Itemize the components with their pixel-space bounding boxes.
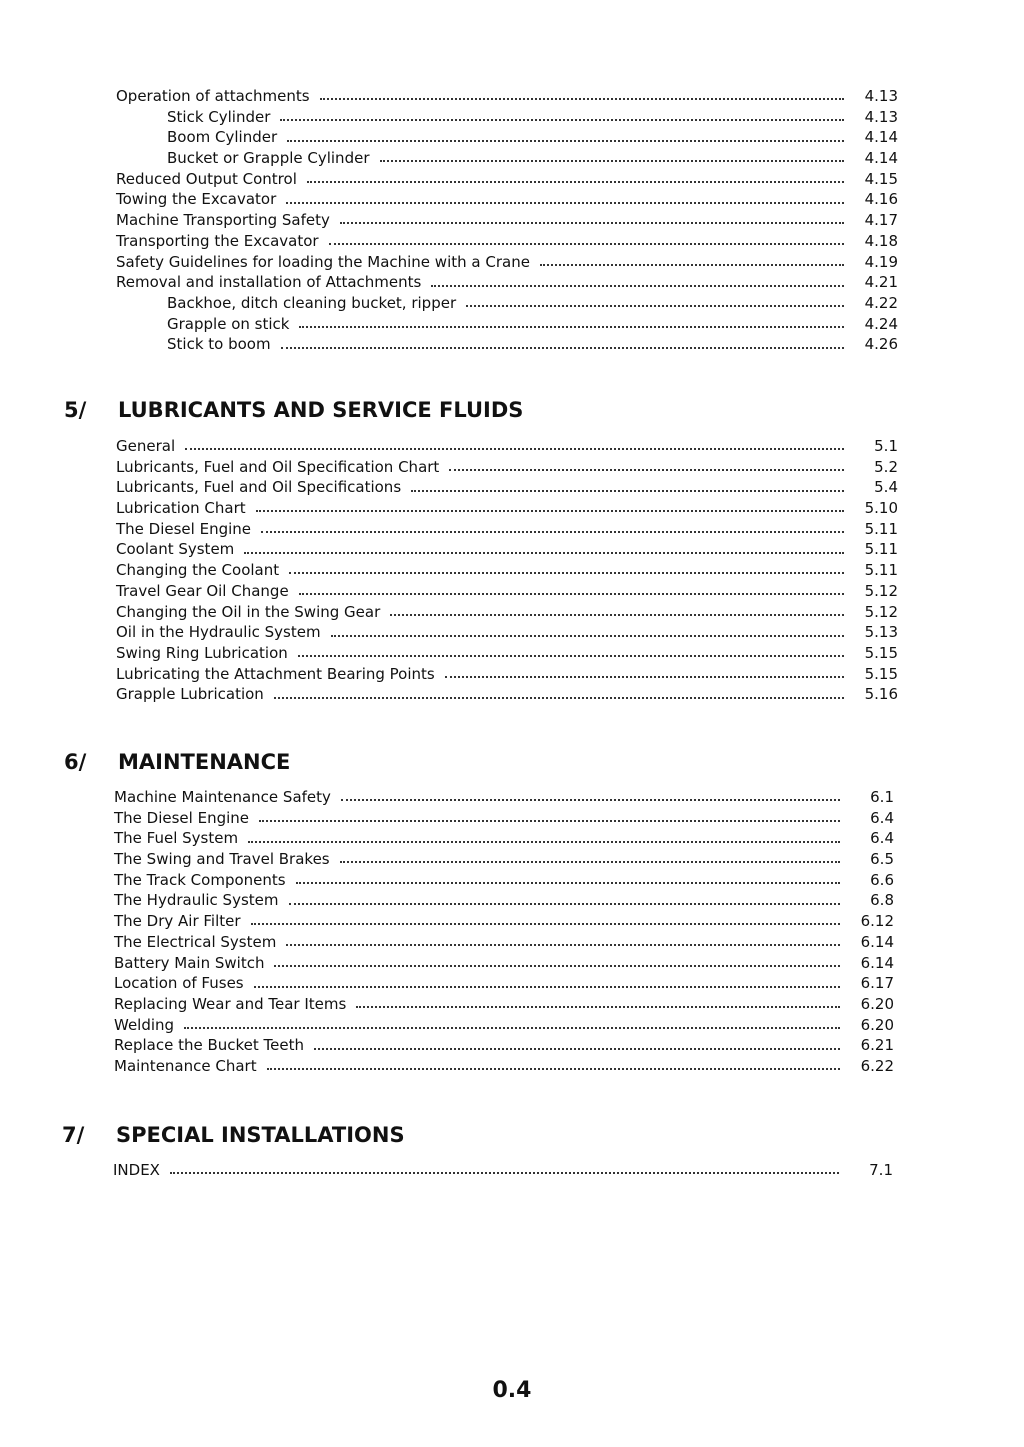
toc-entry-label: Safety Guidelines for loading the Machine with a Crane xyxy=(116,252,530,271)
toc-entry-label: Travel Gear Oil Change xyxy=(116,581,289,600)
toc-entry-label: Swing Ring Lubrication xyxy=(116,643,288,662)
toc-entry-page: 4.17 xyxy=(864,211,898,230)
toc-entry-page: 6.21 xyxy=(860,1036,894,1055)
toc-entry-label: Backhoe, ditch cleaning bucket, ripper xyxy=(167,293,457,312)
toc-entry-label: Coolant System xyxy=(116,540,235,559)
toc-entry-label: Changing the Coolant xyxy=(116,561,280,580)
toc-entry-page: 6.8 xyxy=(870,891,894,910)
dot-leader xyxy=(248,841,840,843)
dot-leader xyxy=(466,305,844,307)
toc-entry[interactable] xyxy=(116,684,898,705)
toc-entry-label: Stick to boom xyxy=(167,335,271,354)
toc-entry[interactable] xyxy=(116,457,898,478)
dot-leader xyxy=(281,347,844,349)
toc-entry-page: 6.4 xyxy=(870,808,894,827)
dot-leader xyxy=(540,264,844,266)
dot-leader xyxy=(299,326,844,328)
dot-leader xyxy=(289,572,844,574)
toc-entry[interactable] xyxy=(116,477,898,498)
dot-leader xyxy=(259,820,840,822)
toc-entry-label: Removal and installation of Attachments xyxy=(116,273,422,292)
toc-entry-label: The Swing and Travel Brakes xyxy=(114,850,330,869)
toc-entry-page: 6.6 xyxy=(870,870,894,889)
toc-entry[interactable] xyxy=(116,498,898,519)
toc-entry-page: 5.13 xyxy=(864,623,898,642)
toc-entry-label: Lubricants, Fuel and Oil Specification Chart xyxy=(116,457,440,476)
toc-entry-page: 5.11 xyxy=(864,561,898,580)
toc-entry[interactable] xyxy=(114,808,894,829)
dot-leader xyxy=(286,202,844,204)
toc-entry[interactable] xyxy=(114,849,894,870)
toc-entry-label: The Diesel Engine xyxy=(116,519,251,538)
dot-leader xyxy=(286,944,840,946)
toc-entry[interactable] xyxy=(114,994,894,1015)
toc-entry[interactable] xyxy=(116,334,898,355)
toc-entry-page: 4.21 xyxy=(864,273,898,292)
toc-entry[interactable] xyxy=(114,828,894,849)
toc-entry-page: 5.11 xyxy=(864,519,898,538)
toc-entry[interactable] xyxy=(114,890,894,911)
toc-entry-label: Machine Transporting Safety xyxy=(116,211,330,230)
toc-entry[interactable] xyxy=(116,148,898,169)
toc-entry-page: 4.16 xyxy=(864,190,898,209)
section-6-title: MAINTENANCE xyxy=(118,750,291,774)
toc-entry[interactable] xyxy=(116,664,898,685)
toc-entry[interactable] xyxy=(116,169,898,190)
dot-leader xyxy=(251,923,840,925)
toc-entry[interactable] xyxy=(116,622,898,643)
dot-leader xyxy=(314,1048,840,1050)
toc-entry-page: 6.4 xyxy=(870,829,894,848)
dot-leader xyxy=(411,490,844,492)
dot-leader xyxy=(280,119,844,121)
toc-entry-label: Reduced Output Control xyxy=(116,169,297,188)
toc-entry-page: 5.12 xyxy=(864,581,898,600)
toc-entry-page: 5.11 xyxy=(864,540,898,559)
toc-entry[interactable] xyxy=(114,911,894,932)
toc-entry[interactable] xyxy=(116,314,898,335)
toc-entry[interactable] xyxy=(114,932,894,953)
dot-leader xyxy=(254,986,840,988)
toc-entry-page: 6.20 xyxy=(860,994,894,1013)
toc-entry-page: 6.22 xyxy=(860,1056,894,1075)
toc-section-4-continued xyxy=(116,86,898,355)
toc-entry-page: 5.4 xyxy=(874,478,898,497)
dot-leader xyxy=(307,181,844,183)
toc-entry-label: Welding xyxy=(114,1015,175,1034)
toc-entry-page: 4.18 xyxy=(864,231,898,250)
dot-leader xyxy=(274,697,844,699)
toc-entry-label: The Track Components xyxy=(114,870,286,889)
toc-entry-label: Lubricants, Fuel and Oil Specifications xyxy=(116,478,402,497)
toc-entry-label: Towing the Excavator xyxy=(116,190,277,209)
toc-entry-page: 6.20 xyxy=(860,1015,894,1034)
toc-entry-page: 5.10 xyxy=(864,499,898,518)
toc-entry[interactable] xyxy=(116,272,898,293)
section-6-heading xyxy=(64,750,290,774)
toc-entry-label: Grapple on stick xyxy=(167,314,290,333)
toc-entry-label: Grapple Lubrication xyxy=(116,685,264,704)
dot-leader xyxy=(256,510,844,512)
section-5-heading xyxy=(64,398,523,422)
dot-leader xyxy=(320,98,844,100)
toc-entry[interactable] xyxy=(116,252,898,273)
toc-entry-page: 5.2 xyxy=(874,457,898,476)
toc-entry-page: 4.14 xyxy=(864,149,898,168)
toc-entry-page: 6.5 xyxy=(870,850,894,869)
dot-leader xyxy=(170,1172,839,1174)
dot-leader xyxy=(287,140,844,142)
toc-entry-page: 6.14 xyxy=(860,953,894,972)
toc-entry[interactable] xyxy=(116,539,898,560)
toc-entry[interactable] xyxy=(116,436,898,457)
toc-entry-page: 6.17 xyxy=(860,974,894,993)
toc-entry-label: Oil in the Hydraulic System xyxy=(116,623,321,642)
dot-leader xyxy=(244,552,844,554)
section-5-title: LUBRICANTS AND SERVICE FLUIDS xyxy=(118,398,524,422)
toc-entry-label: The Diesel Engine xyxy=(114,808,249,827)
toc-entry[interactable] xyxy=(116,231,898,252)
toc-entry-page: 5.15 xyxy=(864,643,898,662)
dot-leader xyxy=(274,965,840,967)
toc-entry[interactable] xyxy=(116,127,898,148)
toc-entry[interactable] xyxy=(116,602,898,623)
section-7-title: SPECIAL INSTALLATIONS xyxy=(116,1123,405,1147)
dot-leader xyxy=(267,1068,840,1070)
section-7-heading xyxy=(62,1123,405,1147)
toc-entry[interactable] xyxy=(114,1015,894,1036)
toc-entry[interactable] xyxy=(114,1035,894,1056)
toc-entry-label: Maintenance Chart xyxy=(114,1056,257,1075)
toc-entry-label: The Hydraulic System xyxy=(114,891,279,910)
toc-section-6 xyxy=(114,787,894,1077)
toc-entry[interactable] xyxy=(114,870,894,891)
section-7-number: 7/ xyxy=(62,1123,85,1147)
toc-entry-page: 4.15 xyxy=(864,169,898,188)
dot-leader xyxy=(390,614,844,616)
toc-entry-label: Machine Maintenance Safety xyxy=(114,788,331,806)
dot-leader xyxy=(184,1027,840,1029)
dot-leader xyxy=(185,448,844,450)
toc-entry-page: 5.15 xyxy=(864,664,898,683)
toc-entry-label: Battery Main Switch xyxy=(114,953,265,972)
toc-entry-label: The Fuel System xyxy=(114,829,239,848)
toc-entry[interactable] xyxy=(114,953,894,974)
toc-entry[interactable] xyxy=(116,560,898,581)
toc-entry[interactable] xyxy=(116,519,898,540)
dot-leader xyxy=(298,655,844,657)
toc-entry-label: General xyxy=(116,437,176,455)
dot-leader xyxy=(445,676,844,678)
dot-leader xyxy=(449,469,844,471)
dot-leader xyxy=(329,243,844,245)
toc-entry-label: The Dry Air Filter xyxy=(114,912,241,931)
toc-entry-page: 4.22 xyxy=(864,293,898,312)
section-5-number: 5/ xyxy=(64,398,87,422)
dot-leader xyxy=(296,882,840,884)
dot-leader xyxy=(380,160,845,162)
toc-entry[interactable] xyxy=(116,107,898,128)
toc-entry-label: Replacing Wear and Tear Items xyxy=(114,994,347,1013)
toc-entry-label: Lubrication Chart xyxy=(116,499,246,518)
toc-section-7 xyxy=(113,1160,893,1181)
toc-entry-page: 4.19 xyxy=(864,252,898,271)
toc-entry-page: 4.26 xyxy=(864,335,898,354)
toc-entry[interactable] xyxy=(116,189,898,210)
toc-entry-label: Transporting the Excavator xyxy=(116,231,319,250)
toc-entry-page: 4.14 xyxy=(864,128,898,147)
toc-entry-page: 7.1 xyxy=(869,1161,893,1179)
dot-leader xyxy=(341,799,840,801)
toc-entry-label: Operation of attachments xyxy=(116,87,310,105)
toc-entry-page: 6.14 xyxy=(860,932,894,951)
toc-entry-page: 6.12 xyxy=(860,912,894,931)
dot-leader xyxy=(331,635,844,637)
toc-entry-label: The Electrical System xyxy=(114,932,277,951)
toc-entry-label: Replace the Bucket Teeth xyxy=(114,1036,305,1055)
page-number: 0.4 xyxy=(492,1378,532,1403)
toc-entry[interactable] xyxy=(114,1056,894,1077)
dot-leader xyxy=(431,285,844,287)
toc-entry[interactable] xyxy=(116,210,898,231)
toc-entry[interactable] xyxy=(116,86,898,107)
toc-entry[interactable] xyxy=(116,293,898,314)
toc-entry-page: 6.1 xyxy=(870,788,894,806)
dot-leader xyxy=(299,593,844,595)
toc-entry[interactable] xyxy=(116,581,898,602)
toc-entry-page: 4.13 xyxy=(864,107,898,126)
dot-leader xyxy=(356,1006,840,1008)
toc-entry-label: Changing the Oil in the Swing Gear xyxy=(116,602,381,621)
dot-leader xyxy=(340,222,844,224)
toc-entry[interactable] xyxy=(114,787,894,808)
toc-entry-label: Lubricating the Attachment Bearing Points xyxy=(116,664,435,683)
toc-entry[interactable] xyxy=(116,643,898,664)
toc-entry-page: 5.1 xyxy=(874,437,898,455)
section-6-number: 6/ xyxy=(64,750,87,774)
dot-leader xyxy=(340,861,840,863)
toc-entry-label: INDEX xyxy=(113,1161,160,1179)
toc-entry-label: Location of Fuses xyxy=(114,974,244,993)
toc-entry-page: 5.16 xyxy=(864,685,898,704)
dot-leader xyxy=(289,903,841,905)
toc-section-5 xyxy=(116,436,898,705)
toc-entry-label: Boom Cylinder xyxy=(167,128,278,147)
dot-leader xyxy=(261,531,844,533)
toc-entry[interactable] xyxy=(114,973,894,994)
toc-entry-page: 4.13 xyxy=(864,87,898,105)
toc-entry[interactable] xyxy=(113,1160,893,1181)
toc-entry-label: Bucket or Grapple Cylinder xyxy=(167,149,370,168)
toc-entry-label: Stick Cylinder xyxy=(167,107,271,126)
toc-entry-page: 5.12 xyxy=(864,602,898,621)
toc-entry-page: 4.24 xyxy=(864,314,898,333)
